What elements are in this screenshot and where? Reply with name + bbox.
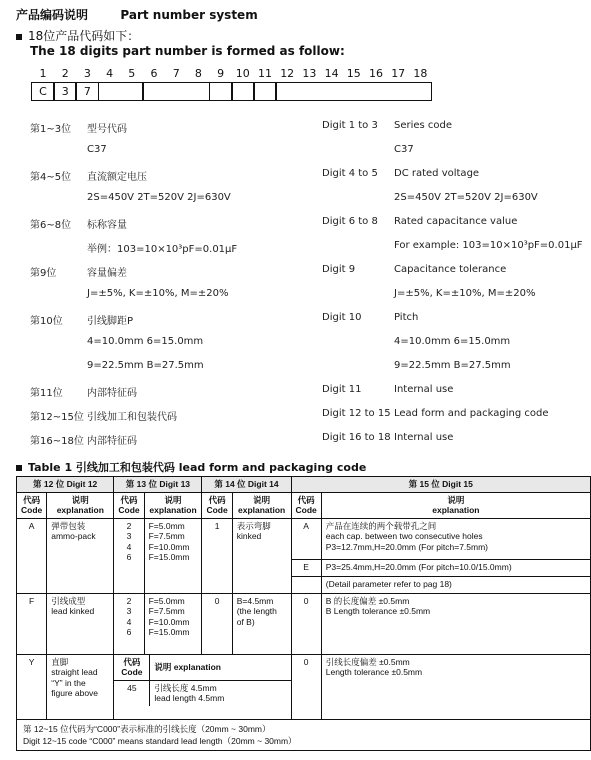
digit-index: 12 xyxy=(280,67,295,80)
digit-index: 4 xyxy=(106,67,114,80)
row-en-detail: C37 xyxy=(394,144,414,155)
row-en-label: Digit 9 xyxy=(322,264,356,275)
code-cell: C xyxy=(31,82,55,101)
footnote-cn: 第 12~15 位代码为“C000”表示标准的引线长度（20mm ~ 30mm） xyxy=(23,723,271,734)
code-cell xyxy=(275,82,432,101)
row-en-detail: J=±5%, K=±10%, M=±20% xyxy=(394,288,536,299)
heading-cn: 产品编码说明 xyxy=(16,8,89,22)
d15-expl-detail: (Detail parameter refer to pag 18) xyxy=(321,576,590,593)
row-en-title: Series code xyxy=(394,120,453,131)
digit-index: 6 xyxy=(150,67,158,80)
digit-index: 2 xyxy=(61,67,69,80)
row-en-detail2: 9=22.5mm B=27.5mm xyxy=(394,360,511,371)
row-en-label: Digit 4 to 5 xyxy=(322,168,378,179)
row-cn-detail: 2S=450V 2T=520V 2J=630V xyxy=(87,192,231,203)
bullet-icon xyxy=(16,34,22,40)
row-en-title: Capacitance tolerance xyxy=(394,264,507,275)
d13-y-subtable-cell xyxy=(114,654,291,719)
d12-code-f: F xyxy=(17,593,47,654)
row-en-label: Digit 6 to 8 xyxy=(322,216,378,227)
d12-code-y: Y xyxy=(17,654,47,719)
group-header-d12: 第 12 位 Digit 12 xyxy=(17,477,114,493)
explanation-header: 说明 explanation xyxy=(144,492,202,518)
row-en-detail: 2S=450V 2T=520V 2J=630V xyxy=(394,192,538,203)
code-header: 代码 Code xyxy=(291,492,321,518)
row-cn-detail: 4=10.0mm 6=15.0mm xyxy=(87,336,204,347)
d15-code-e: E xyxy=(291,559,321,576)
d13-y-expl-header: 说明 explanation xyxy=(150,655,291,681)
row-cn-label: 第4~5位 xyxy=(30,172,72,183)
table-title-line xyxy=(16,459,366,475)
row-en-title: Internal use xyxy=(394,384,454,395)
code-cell xyxy=(98,82,144,101)
row-cn-label: 第1~3位 xyxy=(30,124,72,135)
row-cn-label: 第16~18位 xyxy=(30,436,84,447)
row-cn-title: 直流额定电压 xyxy=(87,172,147,183)
digit-index: 3 xyxy=(83,67,91,80)
row-cn-label: 第12~15位 xyxy=(30,412,84,423)
d13-y-code: 45 xyxy=(114,680,150,706)
d12-expl-a: 弹带包装 ammo-pack xyxy=(47,518,114,593)
row-cn-detail2: 9=22.5mm B=27.5mm xyxy=(87,360,204,371)
explanation-header: 说明 explanation xyxy=(321,492,590,518)
code-cell xyxy=(209,82,233,101)
footnote-en: Digit 12~15 code “C000” means standard lead length（20mm ~ 30mm） xyxy=(23,735,297,746)
code-header: 代码 Code xyxy=(17,492,47,518)
d15-expl-y: 引线长度偏差 ±0.5mm Length tolerance ±0.5mm xyxy=(321,654,590,719)
code-header: 代码 Code xyxy=(202,492,232,518)
row-en-title: Pitch xyxy=(394,312,419,323)
code-cell: 3 xyxy=(53,82,77,101)
d15-code-blank xyxy=(291,576,321,593)
row-cn-title: 引线加工和包装代码 xyxy=(87,412,177,423)
digit-index: 11 xyxy=(258,67,272,80)
d14-code-a: 1 xyxy=(202,518,232,593)
row-cn-detail: C37 xyxy=(87,144,107,155)
explanation-header: 说明 explanation xyxy=(232,492,291,518)
row-cn-detail: 举例：103=10×10³pF=0.01μF xyxy=(87,244,238,255)
digit-index: 7 xyxy=(172,67,180,80)
digit-index: 10 xyxy=(235,67,250,80)
d14-expl-f: B=4.5mm (the length of B) xyxy=(232,593,291,654)
group-header-d14: 第 14 位 Digit 14 xyxy=(202,477,291,493)
d14-code-f: 0 xyxy=(202,593,232,654)
row-en-label: Digit 1 to 3 xyxy=(322,120,378,131)
bullet-icon xyxy=(16,465,22,471)
heading-en: Part number system xyxy=(120,8,258,22)
page-heading xyxy=(16,6,258,23)
intro-en: The 18 digits part number is formed as follow: xyxy=(30,44,345,58)
digit-index: 14 xyxy=(324,67,339,80)
digit-index: 17 xyxy=(391,67,406,80)
code-cell: 7 xyxy=(75,82,99,101)
row-en-label: Digit 10 xyxy=(322,312,362,323)
group-header-d15: 第 15 位 Digit 15 xyxy=(291,477,591,493)
digit-index: 9 xyxy=(217,67,225,80)
digit-index: 15 xyxy=(346,67,361,80)
d15-code-y: 0 xyxy=(291,654,321,719)
code-cell xyxy=(231,82,255,101)
row-cn-label: 第9位 xyxy=(30,268,57,279)
row-cn-label: 第11位 xyxy=(30,388,63,399)
row-en-label: Digit 11 xyxy=(322,384,362,395)
row-en-title: Internal use xyxy=(394,432,454,443)
d15-expl-f: B 的长度偏差 ±0.5mm B Length tolerance ±0.5mm xyxy=(321,593,590,654)
digit-index: 8 xyxy=(194,67,202,80)
d12-expl-y: 直脚 straight lead “Y” in the figure above xyxy=(47,654,114,719)
digit-index: 16 xyxy=(369,67,383,80)
d13-expl-a: F=5.0mm F=7.5mm F=10.0mm F=15.0mm xyxy=(144,518,202,593)
row-cn-label: 第10位 xyxy=(30,316,63,327)
table-footnote xyxy=(17,719,591,750)
d15-code-f: 0 xyxy=(291,593,321,654)
code-header: 代码 Code xyxy=(114,492,144,518)
d14-expl-a: 表示弯脚 kinked xyxy=(232,518,291,593)
d13-y-code-header: 代码 Code xyxy=(114,655,150,681)
intro-cn-line xyxy=(16,27,139,44)
digit-index: 18 xyxy=(413,67,428,80)
row-en-label: Digit 16 to 18 xyxy=(322,432,391,443)
explanation-header: 说明 explanation xyxy=(47,492,114,518)
d12-expl-f: 引线成型 lead kinked xyxy=(47,593,114,654)
row-cn-title: 标称容量 xyxy=(87,220,127,231)
d13-y-subtable xyxy=(114,655,290,706)
row-cn-detail: J=±5%, K=±10%, M=±20% xyxy=(87,288,229,299)
digit-index: 1 xyxy=(39,67,47,80)
row-en-title: Rated capacitance value xyxy=(394,216,518,227)
table-title: Table 1 引线加工和包装代码 lead form and packaging code xyxy=(28,461,367,474)
d13-y-expl: 引线长度 4.5mm lead length 4.5mm xyxy=(150,680,291,706)
d13-codes-f: 2 3 4 6 xyxy=(114,593,144,654)
digit-index: 5 xyxy=(128,67,136,80)
group-header-d13: 第 13 位 Digit 13 xyxy=(114,477,202,493)
row-cn-title: 引线脚距P xyxy=(87,316,134,327)
row-cn-title: 内部特征码 xyxy=(87,388,137,399)
row-en-title: Lead form and packaging code xyxy=(394,408,549,419)
d15-expl-a: 产品在连续的两个载带孔之间 each cap. between two consecutive holes P3=12.7mm,H=20.0mm (For pitch=7.5mm) xyxy=(321,518,590,559)
row-en-detail: For example: 103=10×10³pF=0.01μF xyxy=(394,240,583,251)
lead-form-table xyxy=(16,476,591,751)
row-cn-title: 型号代码 xyxy=(87,124,127,135)
d13-codes-a: 2 3 4 6 xyxy=(114,518,144,593)
code-cell xyxy=(142,82,210,101)
row-en-title: DC rated voltage xyxy=(394,168,480,179)
row-cn-title: 内部特征码 xyxy=(87,436,137,447)
digit-index: 13 xyxy=(302,67,317,80)
code-cell xyxy=(253,82,277,101)
d12-code-a: A xyxy=(17,518,47,593)
row-en-label: Digit 12 to 15 xyxy=(322,408,391,419)
row-cn-label: 第6~8位 xyxy=(30,220,72,231)
d13-expl-f: F=5.0mm F=7.5mm F=10.0mm F=15.0mm xyxy=(144,593,202,654)
d15-expl-e: P3=25.4mm,H=20.0mm (For pitch=10.0/15.0mm) xyxy=(321,559,590,576)
intro-cn: 18位产品代码如下： xyxy=(28,29,140,43)
d15-code-a: A xyxy=(291,518,321,559)
row-en-detail: 4=10.0mm 6=15.0mm xyxy=(394,336,511,347)
row-cn-title: 容量偏差 xyxy=(87,268,127,279)
